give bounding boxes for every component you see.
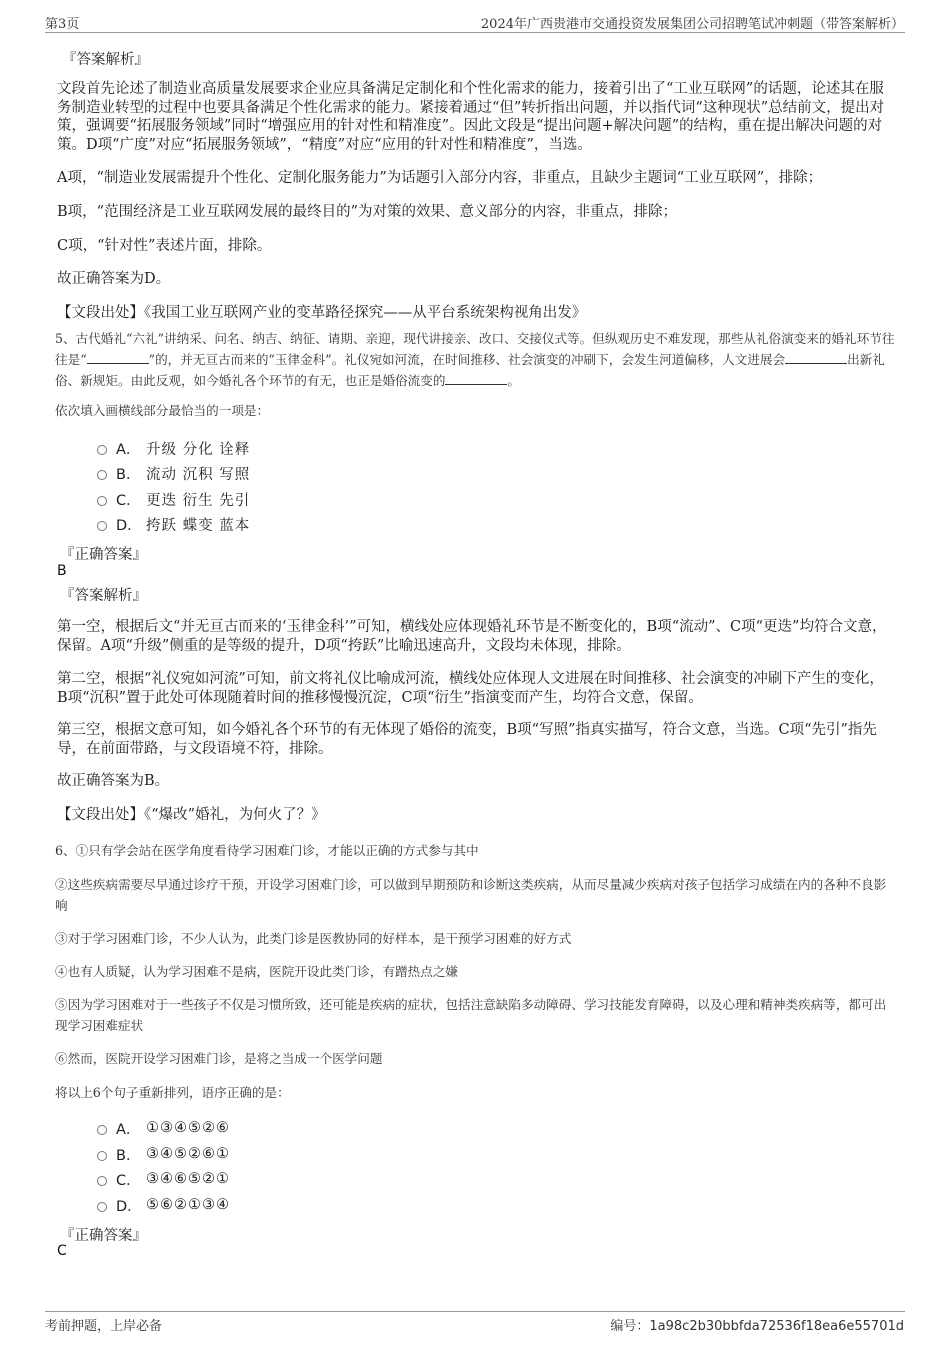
q4-source: 【文段出处】《我国工业互联网产业的变革路径探究——从平台系统架构视角出发》	[57, 305, 587, 321]
q6-option-d[interactable]	[97, 1195, 230, 1215]
q5-option-c[interactable]	[97, 489, 250, 509]
document-title: 2024年广西贵港市交通投资发展集团公司招聘笔试冲刺题（带答案解析）	[480, 17, 904, 32]
q6-sentence: ⑥然而，医院开设学习困难门诊，是将之当成一个医学问题	[55, 1051, 383, 1066]
q6-option-c[interactable]	[97, 1169, 230, 1189]
option-text: 升级 分化 诠释	[146, 441, 251, 458]
q5-blank-3	[445, 372, 507, 385]
q4-analysis-paragraph: C项，“针对性”表述片面，排除。	[57, 238, 272, 254]
q6-correct-answer: C	[57, 1243, 67, 1259]
q5-stem-part: ”的，并无亘古而来的“玉律金科”。礼仪宛如河流，在时间推移、社会演变的冲刷下，会发生河道偏移，人文进展会	[148, 352, 786, 367]
q6-sentence: ②这些疾病需要尽早通过诊疗干预，开设学习困难门诊，可以做到早期预防和诊断这类疾病，从而尽量减少疾病对孩子包括学习成绩在内的各种不良影响	[55, 877, 887, 913]
q6-option-a[interactable]	[97, 1118, 230, 1138]
q5-analysis-paragraph: 第一空，根据后文“并无亘古而来的‘玉律金科’”可知，横线处应体现婚礼环节是不断变化的，B项“流动”、C项“更迭”均符合文意，保留。A项“升级”侧重的是等级的提升，D项“挎跃”比喻迅速高升，文段均未体现，排除。	[57, 619, 887, 654]
document-code-value: 1a98c2b30bbfda72536f18ea6e55701d	[649, 1319, 904, 1334]
q6-sentence: 6、①只有学会站在医学角度看待学习困难门诊，才能以正确的方式参与其中	[55, 843, 479, 858]
q6-option-b[interactable]	[97, 1144, 230, 1164]
q5-blank-2	[785, 351, 847, 364]
option-letter: A．	[116, 441, 141, 458]
option-letter: B．	[116, 466, 141, 483]
radio-button[interactable]	[97, 1125, 107, 1135]
q5-stem-part: 出新礼俗、新规矩。由此反观，如今婚礼各个环节的有无，也正是婚俗流变的	[55, 352, 885, 388]
q5-option-a[interactable]	[97, 438, 250, 458]
q5-prompt: 依次填入画横线部分最恰当的一项是：	[55, 403, 270, 418]
q4-analysis-paragraph: 故正确答案为D。	[57, 271, 171, 287]
option-text: ①③④⑤②⑥	[146, 1120, 230, 1136]
q5-analysis-paragraph: 第三空，根据文意可知，如今婚礼各个环节的有无体现了婚俗的流变，B项“写照”指真实描写，符合文意，当选。C项“先引”指先导，在前面带路，与文段语境不符，排除。	[57, 722, 877, 757]
q5-option-b[interactable]	[97, 463, 250, 483]
q5-stem-part: 5、古代婚礼“六礼”讲纳采、问名、纳吉、纳征、请期、亲迎，现代讲接亲、改口、交接仪式等。但纵观历史不难发现，那些从礼俗演变来的婚礼环节往往是“	[55, 331, 895, 367]
option-letter: C．	[116, 1172, 141, 1189]
option-text: 挎跃 蝶变 蓝本	[146, 517, 251, 534]
q4-analysis-paragraph: B项，“范围经济是工业互联网发展的最终目的”为对策的效果、意义部分的内容，非重点，排除；	[57, 204, 677, 220]
header-divider	[45, 32, 905, 33]
q4-analysis-paragraph: A项，“制造业发展需提升个性化、定制化服务能力”为话题引入部分内容，非重点，且缺少主题词“工业互联网”，排除；	[57, 170, 823, 186]
radio-button[interactable]	[97, 496, 107, 506]
q5-blank-1	[87, 351, 149, 364]
document-code	[610, 1315, 904, 1334]
q6-sentence: ⑤因为学习困难对于一些孩子不仅是习惯所致，还可能是疾病的症状，包括注意缺陷多动障碍、学习技能发育障碍，以及心理和精神类疾病等，都可出现学习困难症状	[55, 997, 887, 1033]
option-letter: B．	[116, 1147, 141, 1164]
q6-sentence: ③对于学习困难门诊，不少人认为，此类门诊是医教协同的好样本，是干预学习困难的好方式	[55, 931, 572, 946]
option-text: ③④⑥⑤②①	[146, 1171, 230, 1187]
q5-source: 【文段出处】《“爆改”婚礼，为何火了？》	[57, 807, 326, 823]
option-text: 流动 沉积 写照	[146, 466, 251, 483]
option-letter: D．	[116, 517, 142, 534]
q5-option-d[interactable]	[97, 514, 250, 534]
q5-correct-answer: B	[57, 563, 67, 579]
q5-correct-label: 『正确答案』	[60, 547, 147, 563]
page-number: 第3页	[45, 17, 80, 32]
q4-analysis-label: 『答案解析』	[62, 52, 149, 68]
document-code-label: 编号：	[610, 1319, 650, 1334]
q6-sentence: ④也有人质疑，认为学习困难不是病，医院开设此类门诊，有蹭热点之嫌	[55, 964, 458, 979]
radio-button[interactable]	[97, 1202, 107, 1212]
option-letter: C．	[116, 492, 141, 509]
footer-slogan: 考前押题，上岸必备	[45, 1319, 163, 1334]
radio-button[interactable]	[97, 1176, 107, 1186]
q5-stem-part: 。	[507, 373, 520, 388]
option-letter: A．	[116, 1121, 141, 1138]
radio-button[interactable]	[97, 1151, 107, 1161]
q5-analysis-label: 『答案解析』	[60, 588, 147, 604]
q5-analysis-paragraph: 故正确答案为B。	[57, 773, 170, 789]
option-text: ③④⑤②⑥①	[146, 1146, 230, 1162]
q5-analysis-paragraph: 第二空，根据“礼仪宛如河流”可知，前文将礼仪比喻成河流，横线处应体现人文进展在时间推移、社会演变的冲刷下产生的变化，B项“沉积”置于此处可体现随着时间的推移慢慢沉淀，C项“衍生”指演变而产生，均符合文意，保留。	[57, 671, 884, 706]
option-letter: D．	[116, 1198, 142, 1215]
option-text: ⑤⑥②①③④	[146, 1197, 230, 1213]
q5-stem	[55, 328, 895, 391]
q6-correct-label: 『正确答案』	[60, 1228, 147, 1244]
option-text: 更迭 衍生 先引	[146, 492, 251, 509]
q4-analysis-paragraph: 文段首先论述了制造业高质量发展要求企业应具备满足定制化和个性化需求的能力，接着引出了“工业互联网”的话题，论述其在服务制造业转型的过程中也要具备满足个性化需求的能力。紧接着通过“但”转折指出问题，并以指代词“这种现状”总结前文，提出对策，强调要“拓展服务领域”同时“增强应用的针对性和精准度”。因此文段是“提出问题+解决问题”的结构，重在提出解决问题的对策。D项“广度”对应“拓展服务领域”，“精度”对应“应用的针对性和精准度”，当选。	[57, 81, 885, 153]
radio-button[interactable]	[97, 470, 107, 480]
radio-button[interactable]	[97, 445, 107, 455]
q6-prompt: 将以上6个句子重新排列，语序正确的是：	[55, 1085, 290, 1100]
radio-button[interactable]	[97, 521, 107, 531]
footer-divider	[45, 1311, 905, 1312]
